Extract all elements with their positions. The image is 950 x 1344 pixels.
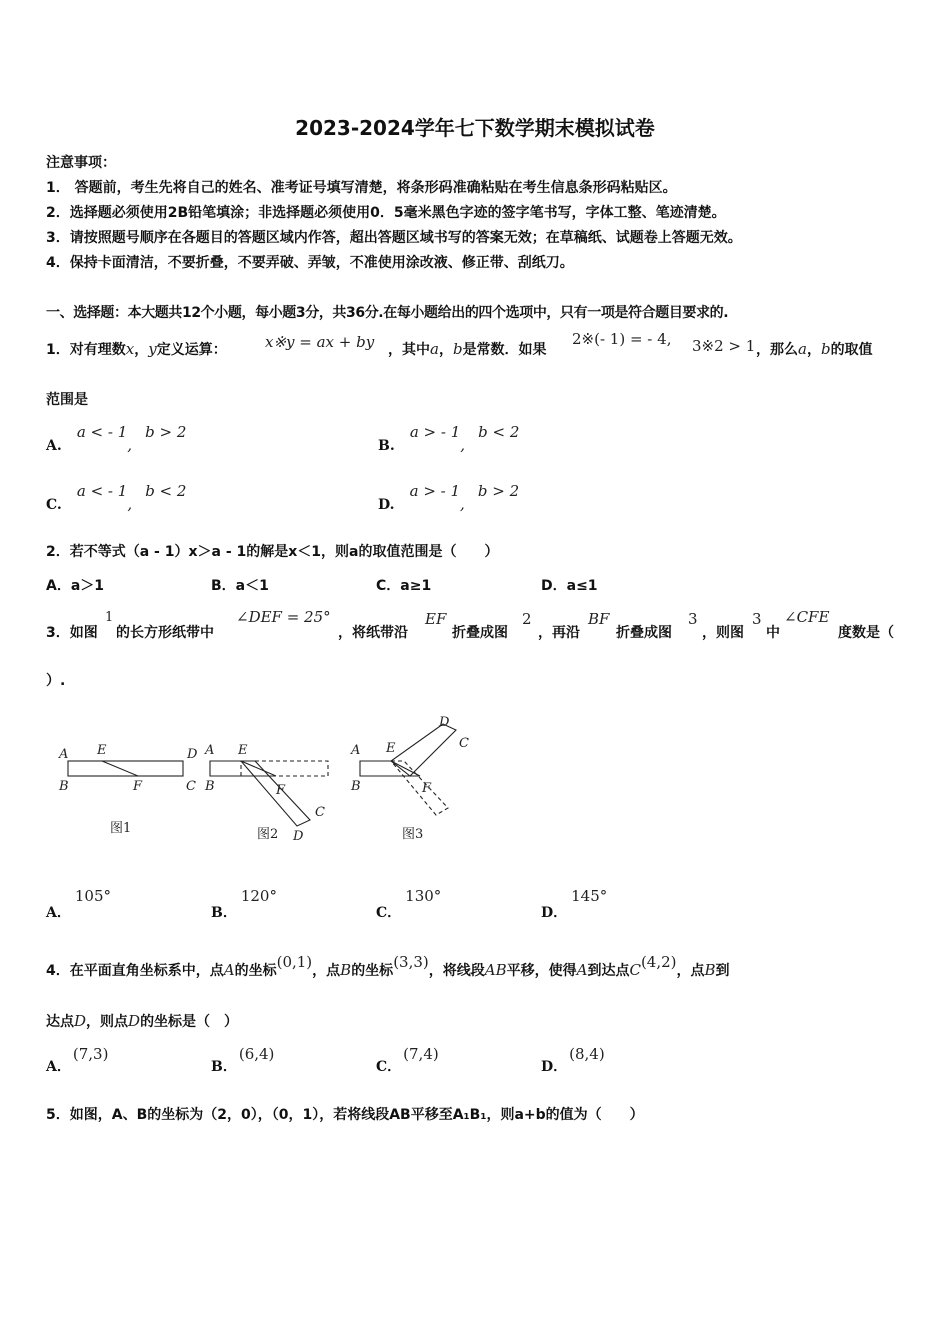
- label-a: A: [59, 747, 69, 762]
- fold-line-ef: [102, 761, 138, 776]
- figure-2: [210, 761, 328, 826]
- label-f: F: [422, 781, 432, 796]
- question-1-stem-3: ，那么a，b的取值: [756, 340, 873, 358]
- q4-option-c[interactable]: C．(7,4): [376, 1045, 439, 1075]
- q3-stem-7: ，则图: [702, 625, 744, 641]
- q2-option-c[interactable]: C．a≥1: [376, 578, 432, 594]
- q4-option-d[interactable]: D．(8,4): [541, 1045, 605, 1075]
- question-5-stem: 5．如图，A、B的坐标为（2，0），（0，1），若将线段AB平移至A₁B₁，则a+b的值为（ ）: [46, 1107, 644, 1123]
- q3-angle-cfe: ∠CFE: [784, 608, 830, 626]
- figure-1: [68, 761, 183, 776]
- label-e: E: [238, 743, 248, 758]
- caption-fig3: 图3: [402, 827, 424, 842]
- label-f: F: [276, 783, 286, 798]
- notice-item: 2．选择题必须使用2B铅笔填涂；非选择题必须使用0．5毫米黑色字迹的签字笔书写，字体工整、笔迹清楚。: [46, 205, 726, 221]
- label-f: F: [133, 779, 143, 794]
- q4-option-b[interactable]: B．(6,4): [211, 1045, 275, 1075]
- label-d: D: [187, 747, 198, 762]
- notice-item: 1． 答题前，考生先将自己的姓名、准考证号填写清楚，将条形码准确粘贴在考生信息条形码粘贴区。: [46, 180, 677, 196]
- q3-fig-ref: 1: [105, 610, 114, 625]
- q3-stem-4: 折叠成图: [452, 625, 508, 641]
- label-b: B: [205, 779, 215, 794]
- label-a: A: [205, 743, 215, 758]
- q1-condition-1: 2※(- 1) = - 4,: [572, 330, 672, 348]
- q1-condition-2: 3※2 > 1: [692, 337, 756, 355]
- question-1-stem-2: ，其中a，b是常数．如果: [388, 340, 547, 358]
- strip-dashed: [241, 761, 328, 776]
- section-heading: 一、选择题：本大题共12个小题，每小题3分，共36分.在每小题给出的四个选项中，只有一项是符合题目要求的.: [46, 305, 729, 321]
- label-c: C: [315, 805, 325, 820]
- q3-stem-5: ，再沿: [538, 625, 580, 641]
- page-title: 2023-2024学年七下数学期末模拟试卷: [295, 116, 655, 140]
- q3-stem-2: 的长方形纸带中: [116, 625, 214, 641]
- q3-figure: [50, 712, 490, 852]
- notice-item: 3．请按照题号顺序在各题目的答题区域内作答，超出答题区域书写的答案无效；在草稿纸、试题卷上答题无效。: [46, 230, 742, 246]
- question-1-stem: 1．对有理数x，y定义运算：: [46, 340, 227, 358]
- q3-angle-def: ∠DEF = 25°: [236, 608, 331, 626]
- notice-item: 4．保持卡面清洁，不要折叠，不要弄破、弄皱，不准使用涂改液、修正带、刮纸刀。: [46, 255, 574, 271]
- folded-up-part: [391, 724, 456, 776]
- question-1-line2: 范围是: [46, 392, 88, 408]
- q3-option-b[interactable]: B．120°: [211, 887, 277, 921]
- question-4-stem: 4．在平面直角坐标系中，点A的坐标(0,1)，点B的坐标(3,3)，将线段AB平移，使得A到达点C(4,2)，点B到: [46, 953, 730, 979]
- caption-fig2: 图2: [257, 827, 279, 842]
- q1-option-a[interactable]: A. a < - 1, b > 2: [46, 423, 187, 454]
- q1-option-c[interactable]: C. a < - 1, b < 2: [46, 482, 187, 513]
- q1-option-b[interactable]: B. a > - 1, b < 2: [378, 423, 520, 454]
- q3-ef: EF: [425, 610, 447, 628]
- q3-stem-8: 中: [766, 625, 780, 641]
- q3-fig-ref: 2: [522, 610, 532, 628]
- paper-strip: [68, 761, 183, 776]
- q3-stem-1: 3．如图: [46, 625, 98, 641]
- label-e: E: [386, 741, 396, 756]
- label-a: A: [351, 743, 361, 758]
- question-2-stem: 2．若不等式（a - 1）x＞a - 1的解是x＜1，则a的取值范围是（ ）: [46, 544, 499, 560]
- q3-option-c[interactable]: C．130°: [376, 887, 442, 921]
- label-b: B: [59, 779, 69, 794]
- notice-heading: 注意事项：: [46, 155, 116, 171]
- q1-formula: x※y = ax + by: [265, 333, 375, 351]
- dashed-part: [391, 761, 448, 815]
- fold-line: [241, 761, 276, 776]
- label-b: B: [351, 779, 361, 794]
- q3-stem-6: 折叠成图: [616, 625, 672, 641]
- label-c: C: [186, 779, 196, 794]
- q3-fig-ref: 3: [688, 610, 698, 628]
- label-d: D: [293, 829, 304, 844]
- label-e: E: [97, 743, 107, 758]
- label-d: D: [439, 715, 450, 730]
- q3-stem-3: ，将纸带沿: [338, 625, 408, 641]
- q3-stem-9: 度数是（: [838, 625, 894, 641]
- question-4-line2: 达点D，则点D的坐标是（ ）: [46, 1012, 239, 1030]
- q2-option-b[interactable]: B．a＜1: [211, 578, 269, 594]
- q2-option-d[interactable]: D．a≤1: [541, 578, 598, 594]
- q2-option-a[interactable]: A．a＞1: [46, 578, 105, 594]
- caption-fig1: 图1: [110, 821, 132, 836]
- q3-bf: BF: [588, 610, 610, 628]
- q3-option-d[interactable]: D．145°: [541, 887, 608, 921]
- q1-option-d[interactable]: D. a > - 1, b > 2: [378, 482, 520, 513]
- figure-3: [360, 724, 456, 815]
- q3-stem-line2: ）.: [46, 673, 66, 689]
- q4-option-a[interactable]: A．(7,3): [46, 1045, 109, 1075]
- q3-option-a[interactable]: A．105°: [46, 887, 112, 921]
- q3-fig-ref: 3: [752, 610, 762, 628]
- label-c: C: [459, 736, 469, 751]
